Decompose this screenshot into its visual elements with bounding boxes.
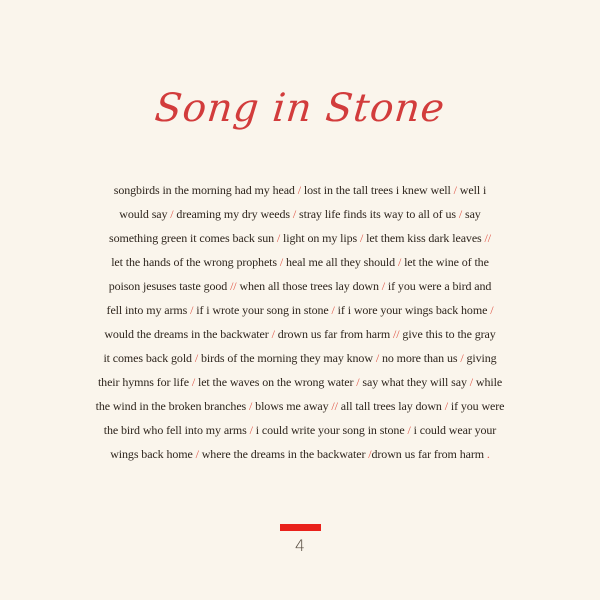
poem (0, 178, 600, 466)
poem-text: would the dreams in the backwater (104, 327, 272, 341)
poem-text: stray life finds its way to all of us (296, 207, 459, 221)
slash-mark: / (195, 447, 199, 461)
poem-line (0, 418, 600, 442)
poem-text: light on my lips (280, 231, 361, 245)
slash-mark: / (249, 399, 253, 413)
poem-text: wings back home (110, 447, 196, 461)
poem-text: while (473, 375, 503, 389)
slash-mark: // (484, 231, 491, 245)
poem-text: birds of the morning they may know (198, 351, 376, 365)
poem-line (0, 202, 600, 226)
poem-text: giving (463, 351, 497, 365)
poem-line (0, 346, 600, 370)
poem-line (0, 250, 600, 274)
slash-mark: / (469, 375, 473, 389)
poem-text: the bird who fell into my arms (103, 423, 250, 437)
slash-mark: / (360, 231, 364, 245)
poem-text: give this to the gray (399, 327, 496, 341)
poem-text: drown us far from harm (274, 327, 394, 341)
page-title: Song in Stone (152, 86, 448, 131)
slash-mark: / (331, 303, 335, 317)
slash-mark: // (331, 399, 338, 413)
poem-line (0, 394, 600, 418)
poem-text: heal me all they should (283, 255, 398, 269)
poem-text: when all those trees lay down (236, 279, 382, 293)
poem-text: the wind in the broken branches (95, 399, 250, 413)
slash-mark: // (393, 327, 400, 341)
poem-text: it comes back gold (103, 351, 195, 365)
poem-text: poison jesuses taste good (108, 279, 231, 293)
poem-text: all tall trees lay down (337, 399, 445, 413)
poem-text: i could write your song in stone (252, 423, 408, 437)
slash-mark: / (458, 207, 463, 221)
poem-text: if i wore your wings back home (334, 303, 491, 317)
poem-text: if i wrote your song in stone (193, 303, 332, 317)
poem-text: something green it comes back sun (109, 231, 277, 245)
poem-line (0, 322, 600, 346)
slash-mark: / (170, 207, 174, 221)
poem-text: say what they will say (359, 375, 470, 389)
poem-text: let the wine of the (401, 255, 489, 269)
slash-mark: / (490, 303, 494, 317)
poem-line (0, 298, 600, 322)
poem-text: would say (119, 207, 171, 221)
slash-mark: / (279, 255, 284, 269)
slash-mark: / (297, 183, 301, 197)
poem-text: songbirds in the morning had my head (113, 183, 298, 197)
poem-text: let the waves on the wrong water (195, 375, 357, 389)
slash-mark: / (191, 375, 196, 389)
slash-mark: / (249, 423, 253, 437)
slash-mark: / (381, 279, 385, 293)
slash-mark: / (356, 375, 360, 389)
page-number: 4 (294, 536, 306, 555)
slash-mark: / (375, 351, 380, 365)
poem-text: drown us far from harm (371, 447, 484, 461)
poem-text: if you were (447, 399, 505, 413)
poem-text: their hymns for life (97, 375, 192, 389)
poem-text: where the dreams in the backwater (198, 447, 369, 461)
poem-text: well i (456, 183, 487, 197)
poem-text: no more than us (379, 351, 461, 365)
poem-text: fell into my arms (106, 303, 191, 317)
slash-mark: // (230, 279, 237, 293)
slash-mark: / (190, 303, 194, 317)
slash-mark: / (292, 207, 297, 221)
slash-mark: . (483, 447, 490, 461)
slash-mark: / (407, 423, 411, 437)
poem-line (0, 274, 600, 298)
poem-line (0, 370, 600, 394)
slash-mark: / (276, 231, 281, 245)
poem-text: let them kiss dark leaves (363, 231, 485, 245)
slash-mark: / (271, 327, 275, 341)
poem-text: blows me away (252, 399, 332, 413)
poem-text: let the hands of the wrong prophets (111, 255, 280, 269)
slash-mark: / (444, 399, 448, 413)
red-rule (280, 524, 321, 531)
poem-line (0, 178, 600, 202)
poem-text: dreaming my dry weeds (173, 207, 293, 221)
poem-line (0, 226, 600, 250)
slash-mark: / (397, 255, 402, 269)
slash-mark: / (368, 447, 372, 461)
poem-line (0, 442, 600, 466)
slash-mark: / (194, 351, 199, 365)
slash-mark: / (453, 183, 457, 197)
poem-text: if you were a bird and (384, 279, 492, 293)
poem-text: i could wear your (410, 423, 497, 437)
poem-text: say (462, 207, 481, 221)
slash-mark: / (460, 351, 464, 365)
poem-text: lost in the tall trees i knew well (300, 183, 454, 197)
